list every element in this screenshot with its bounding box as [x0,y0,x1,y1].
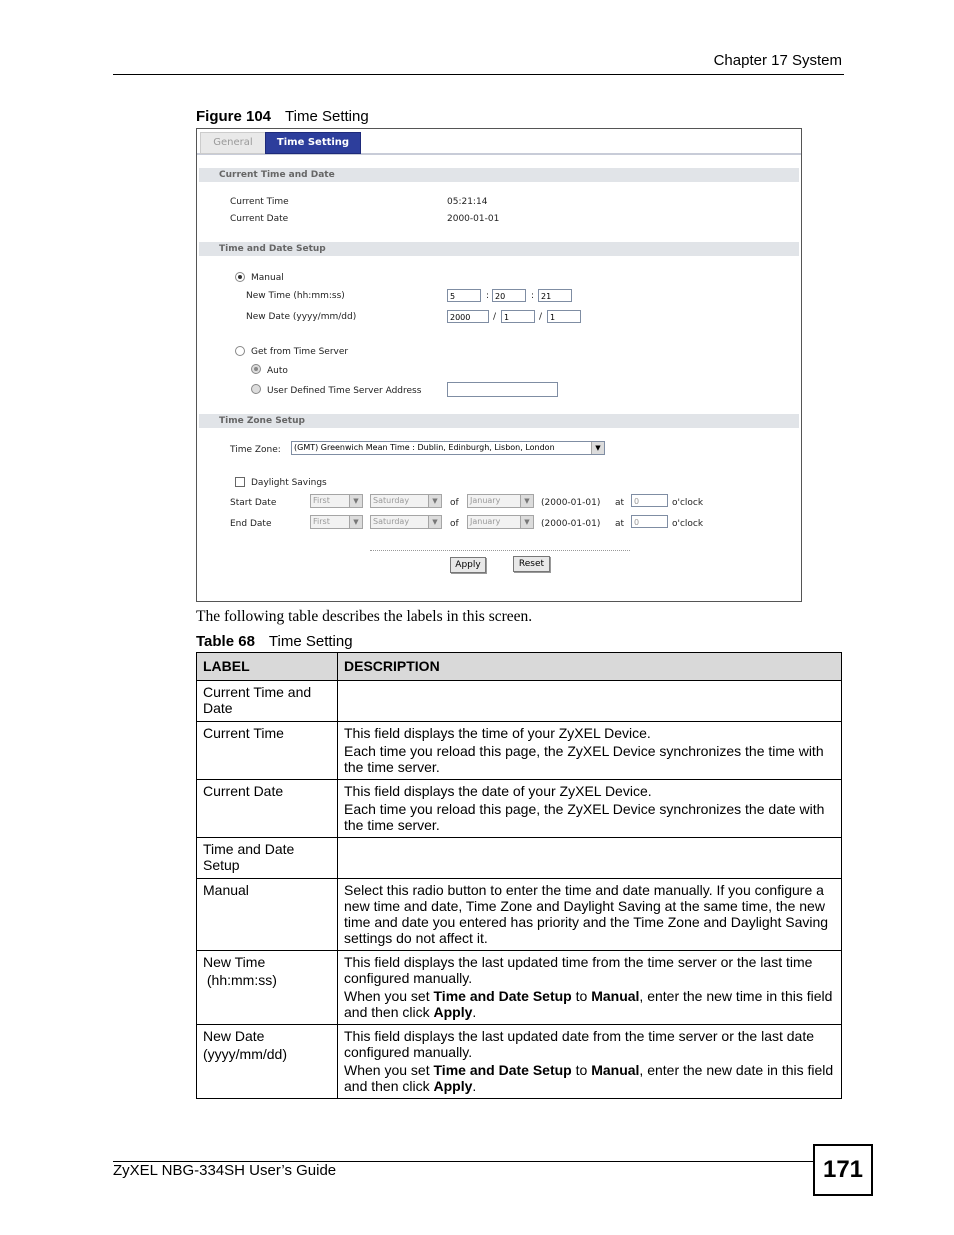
row-label: Current Time and Date [197,681,338,722]
figure-number: Figure 104 [196,108,272,125]
end-day-value: Saturday [373,517,410,526]
manual-radio[interactable] [235,272,245,282]
column-header-description: DESCRIPTION [338,653,842,681]
end-hour-input[interactable]: 0 [631,515,668,528]
chevron-down-icon: ▼ [428,495,441,507]
table-row [197,722,842,780]
row-description [338,722,842,780]
auto-label: Auto [267,366,288,376]
daylight-savings-label: Daylight Savings [251,478,327,488]
text-run: . [472,1078,477,1094]
bold-term: Time and Date Setup [433,988,572,1004]
row-label: Current Time [197,722,338,780]
start-of-label: of [450,498,459,508]
tab-time-setting[interactable]: Time Setting [265,132,361,154]
description-paragraph: This field displays the time of your ZyXEL Device. [344,725,651,741]
row-description [338,1025,842,1099]
table-row [197,951,842,1025]
table-title: Time Setting [268,633,353,650]
manual-label: Manual [251,273,284,283]
apply-button[interactable]: Apply [450,557,486,573]
chapter-header: Chapter 17 System [713,52,842,69]
date-separator: / [493,312,497,322]
bold-term: Time and Date Setup [433,1062,572,1078]
text-run: . [472,1004,477,1020]
table-row [197,780,842,838]
text-run: When you set [344,1062,434,1078]
row-label [197,1025,338,1099]
section-time-zone-setup: Time Zone Setup [199,414,799,428]
row-description [338,838,842,879]
start-day-value: Saturday [373,496,410,505]
end-week-value: First [313,517,330,526]
new-date-year-input[interactable]: 2000 [447,310,489,323]
row-description [338,780,842,838]
chevron-down-icon: ▼ [349,516,362,528]
table-row [197,681,842,722]
start-hour-input[interactable]: 0 [631,494,668,507]
get-from-server-radio[interactable] [235,346,245,356]
text-run: to [571,988,592,1004]
user-defined-radio[interactable] [251,384,261,394]
chevron-down-icon: ▼ [349,495,362,507]
end-oclock-label: o'clock [672,519,704,529]
label-line: New Time [203,954,266,970]
label-line: New Date [203,1028,265,1044]
start-at-label: at [615,498,625,508]
bold-term: Apply [433,1004,473,1020]
reset-button[interactable]: Reset [513,556,550,572]
get-from-server-label: Get from Time Server [251,347,349,357]
text-run: , enter the new time in this field and then click [344,988,833,1020]
description-paragraph: Each time you reload this page, the ZyXEL Device synchronizes the date with the time server. [344,801,825,833]
bold-term: Apply [433,1078,473,1094]
row-label [197,951,338,1025]
end-day-select[interactable] [370,515,442,529]
section-time-date-setup: Time and Date Setup [199,242,799,256]
text-run: When you set [344,988,434,1004]
start-date-preview: (2000-01-01) [541,498,601,508]
start-week-value: First [313,496,330,505]
row-description [338,879,842,951]
text-run: , enter the new date in this field and then click [344,1062,834,1094]
start-month-value: January [470,496,501,505]
time-setting-screen [196,128,802,602]
bold-term: Manual [591,988,640,1004]
table-number: Table 68 [196,633,255,650]
chevron-down-icon: ▼ [591,442,604,454]
chevron-down-icon: ▼ [520,516,533,528]
figure-caption [196,108,369,125]
new-time-hour-input[interactable]: 5 [447,289,481,302]
user-defined-label: User Defined Time Server Address [267,386,422,396]
chevron-down-icon: ▼ [428,516,441,528]
guide-title: ZyXEL NBG-334SH User’s Guide [113,1162,337,1179]
text-run: to [571,1062,592,1078]
time-zone-value: (GMT) Greenwich Mean Time : Dublin, Edinburgh, Lisbon, London [294,443,555,452]
start-month-select[interactable] [467,494,534,508]
start-date-label: Start Date [230,498,277,508]
end-date-label: End Date [230,519,272,529]
tab-bar [197,129,801,155]
label-line: (hh:mm:ss) [203,972,277,988]
time-zone-label: Time Zone: [230,445,281,455]
table-row [197,1025,842,1099]
description-paragraph: This field displays the last updated date from the time server or the last date configured manually. [344,1028,815,1060]
start-week-select[interactable] [310,494,363,508]
new-date-day-input[interactable]: 1 [547,310,581,323]
end-week-select[interactable] [310,515,363,529]
new-time-minute-input[interactable]: 20 [492,289,526,302]
description-paragraph: This field displays the date of your ZyXEL Device. [344,783,652,799]
new-date-label: New Date (yyyy/mm/dd) [246,312,357,322]
description-table [196,652,842,1099]
time-server-address-input[interactable] [447,382,558,397]
time-zone-select[interactable] [291,441,605,455]
end-of-label: of [450,519,459,529]
description-paragraph [344,1062,836,1094]
divider [370,550,630,551]
column-header-label: LABEL [197,653,338,681]
label-line: (yyyy/mm/dd) [203,1046,287,1062]
description-paragraph [344,988,836,1020]
end-date-preview: (2000-01-01) [541,519,601,529]
end-month-value: January [470,517,501,526]
tab-general[interactable]: General [200,132,266,154]
table-caption [196,633,353,650]
current-date-value: 2000-01-01 [447,214,500,224]
description-paragraph: This field displays the last updated time from the time server or the last time configured manually. [344,954,813,986]
time-separator: : [486,291,490,301]
current-time-value: 05:21:14 [447,197,488,207]
daylight-savings-checkbox[interactable] [235,477,245,487]
row-label: Manual [197,879,338,951]
row-label: Current Date [197,780,338,838]
date-separator: / [539,312,543,322]
auto-radio[interactable] [251,364,261,374]
description-paragraph: Each time you reload this page, the ZyXEL Device synchronizes the time with the time server. [344,743,824,775]
start-day-select[interactable] [370,494,442,508]
start-oclock-label: o'clock [672,498,704,508]
figure-title: Time Setting [285,108,369,125]
bold-term: Manual [591,1062,640,1078]
new-date-month-input[interactable]: 1 [501,310,535,323]
table-row [197,879,842,951]
end-month-select[interactable] [467,515,534,529]
new-time-second-input[interactable]: 21 [538,289,572,302]
header-rule [113,74,844,75]
intro-text: The following table describes the labels in this screen. [196,608,533,625]
current-time-label: Current Time [230,197,289,207]
table-row [197,838,842,879]
row-label: Time and Date Setup [197,838,338,879]
time-separator: : [531,291,535,301]
end-at-label: at [615,519,625,529]
section-current-time-date: Current Time and Date [199,168,799,182]
new-time-label: New Time (hh:mm:ss) [246,291,345,301]
table-header-row [197,653,842,681]
row-description [338,681,842,722]
current-date-label: Current Date [230,214,289,224]
row-description [338,951,842,1025]
chevron-down-icon: ▼ [520,495,533,507]
page-number: 171 [813,1144,873,1196]
description-paragraph: Select this radio button to enter the time and date manually. If you configure a new time and date, Time Zone and Daylight Saving at the same time, the new time and date you entered has priority and the Time Zone and Daylight Saving settings do not affect it. [344,882,829,946]
